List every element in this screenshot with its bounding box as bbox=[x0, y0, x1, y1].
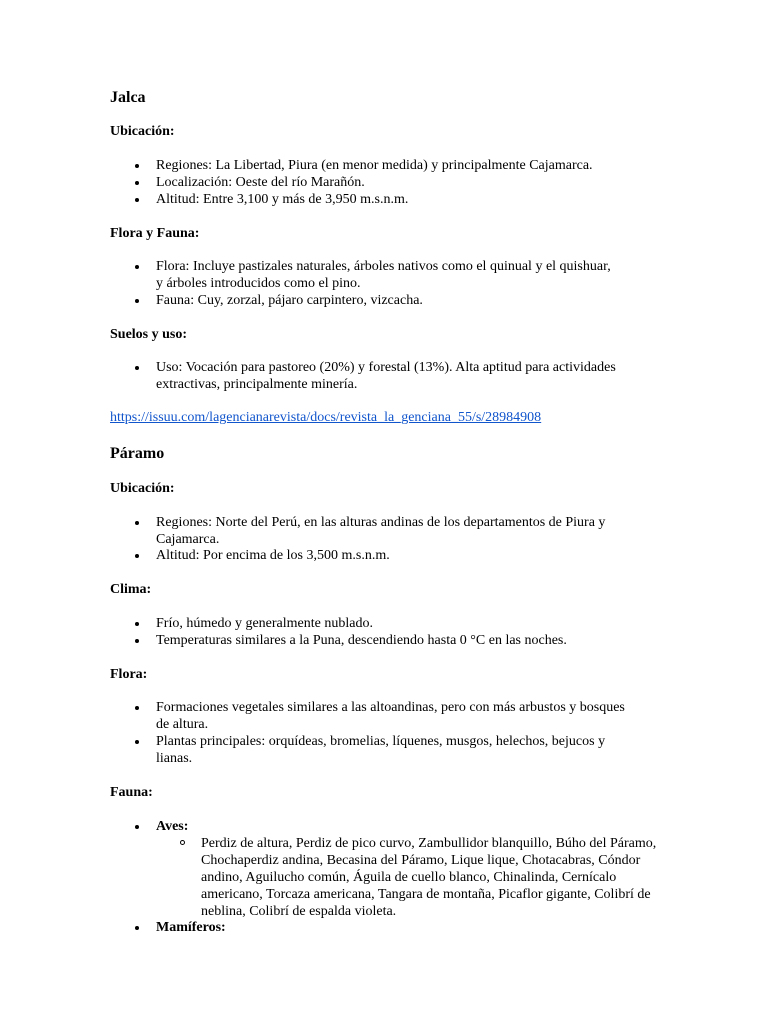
section-title-jalca: Jalca bbox=[110, 89, 146, 106]
list-item: Regiones: Norte del Perú, en las alturas andinas de los departamentos de Piura y Cajamarca. bbox=[156, 514, 636, 548]
list-item: Frío, húmedo y generalmente nublado. bbox=[156, 616, 373, 631]
jalca-flora-fauna-heading: Flora y Fauna: bbox=[110, 226, 200, 241]
mamiferos-label: Mamíferos: bbox=[156, 920, 226, 935]
list-item: Temperaturas similares a la Puna, descendiendo hasta 0 °C en las noches. bbox=[156, 633, 567, 648]
jalca-ubicacion-heading: Ubicación: bbox=[110, 124, 175, 139]
aves-list: Perdiz de altura, Perdiz de pico curvo, Zambullidor blanquillo, Búho del Páramo, Chochaperdiz andina, Becasina del Páramo, Lique lique, Chotacabras, Cóndor andino, Aguilucho común, Águila de cuello blanco, Chinalinda, Cernícalo americano, Torcaza americana, Tangara de montaña, Picaflor gigante, Colibrí de neblina, Colibrí de espalda violeta. bbox=[201, 835, 661, 920]
list-item: Altitud: Entre 3,100 y más de 3,950 m.s.n.m. bbox=[156, 192, 409, 207]
list-item: Localización: Oeste del río Marañón. bbox=[156, 175, 365, 190]
list-item: Formaciones vegetales similares a las altoandinas, pero con más arbustos y bosques de altura. bbox=[156, 700, 625, 732]
list-item: Altitud: Por encima de los 3,500 m.s.n.m. bbox=[156, 548, 390, 563]
paramo-flora-heading: Flora: bbox=[110, 667, 148, 682]
list-item: Regiones: La Libertad, Piura (en menor medida) y principalmente Cajamarca. bbox=[156, 158, 593, 173]
list-item: Uso: Vocación para pastoreo (20%) y forestal (13%). Alta aptitud para actividades extractivas, principalmente minería. bbox=[156, 359, 636, 393]
paramo-clima-heading: Clima: bbox=[110, 582, 152, 597]
list-item: Flora: Incluye pastizales naturales, árboles nativos como el quinual y el quishuar, y árboles introducidos como el pino. bbox=[156, 258, 616, 292]
paramo-fauna-heading: Fauna: bbox=[110, 785, 153, 800]
list-item: Fauna: Cuy, zorzal, pájaro carpintero, vizcacha. bbox=[156, 293, 423, 308]
aves-label: Aves: bbox=[156, 819, 189, 834]
list-item: Plantas principales: orquídeas, bromelias, líquenes, musgos, helechos, bejucos y lianas. bbox=[156, 733, 636, 767]
paramo-ubicacion-heading: Ubicación: bbox=[110, 481, 175, 496]
section-title-paramo: Páramo bbox=[110, 445, 165, 462]
source-link[interactable]: https://issuu.com/lagencianarevista/docs/revista_la_genciana_55/s/28984908 bbox=[110, 410, 542, 425]
jalca-suelos-heading: Suelos y uso: bbox=[110, 327, 188, 342]
